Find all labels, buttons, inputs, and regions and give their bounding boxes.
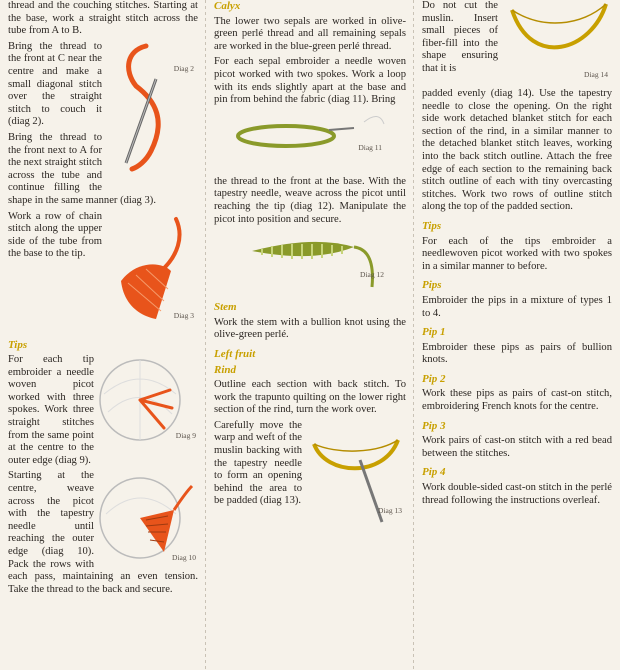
paragraph: Carefully move the warp and weft of the muslin backing with the tapestry needle to form an opening behind the area to be padded (diag 13).	[214, 419, 302, 507]
section-subheading: Pip 2	[422, 372, 446, 385]
diag14-illustration	[502, 0, 612, 70]
paragraph: Work pairs of cast-on stitch with a red bead between the stitches.	[422, 435, 612, 459]
diagram-14	[502, 0, 612, 86]
diag2-caption: Diag 2	[173, 63, 194, 73]
diag11-caption: Diag 11	[358, 142, 382, 152]
paragraph: Bring the thread to the front at C near the centre and make a small diagonal stitch over the straight stitch to couch it (diag 2).	[8, 40, 102, 128]
paragraph: Starting at the centre, weave across the picot with the tapestry needle until reaching the outer edge (diag 10). Pack the rows with each pass, maintaining an even tension. Take the thread to the back and secure.	[8, 470, 198, 595]
paragraph: Work these pips as pairs of cast-on stitch, embroidering French knots for the centre.	[422, 388, 612, 413]
diagram-3	[106, 211, 198, 331]
paragraph: The lower two sepals are worked in olive-green perlé thread and all remaining sepals are worked in the blue-green perlé thread.	[214, 15, 406, 52]
paragraph: Embroider these pips as pairs of bullion knots.	[422, 341, 612, 366]
section-heading: Stem	[214, 301, 237, 314]
section-heading: Pips	[422, 279, 442, 292]
column-divider	[413, 0, 414, 670]
column-middle	[208, 0, 412, 670]
paragraph: Work the stem with a bullion knot using the olive-green perlé.	[214, 316, 406, 341]
section-heading: Calyx	[214, 0, 241, 12]
diagram-10	[98, 470, 198, 566]
diag9-caption: Diag 9	[175, 430, 196, 440]
diagram-2	[106, 41, 198, 181]
section-subheading: Pip 3	[422, 419, 446, 432]
column-divider	[205, 0, 206, 670]
diag10-caption: Diag 10	[172, 552, 196, 562]
section-heading: Tips	[422, 219, 442, 232]
paragraph: the thread to the front at the base. With the tapestry needle, weave across the picot until reaching the tip (diag 12). Manipulate the picot into position and secure.	[214, 175, 406, 225]
paragraph: Work double-sided cast-on stitch in the perlé thread following the instructions overleaf.	[422, 482, 612, 506]
diagram-12	[214, 229, 406, 295]
diagram-11	[214, 110, 406, 176]
diag3-caption: Diag 3	[173, 310, 194, 320]
diag12-illustration	[214, 229, 404, 291]
diag14-caption: Diag 14	[584, 70, 608, 80]
paragraph: padded evenly (diag 14). Use the tapestry needle to close the opening. On the right side work detached blanket stitch for each section of the rind, in a similar manner to the detached blanket stitch leaves, working into the back stitch outline. Attach the free edge of each section to the remaining back stitch outline of each with tiny overcasting stitches. Work two rows of outline stitch along the top of the padded section.	[422, 88, 612, 213]
section-subheading: Pip 1	[422, 326, 446, 339]
paragraph: Do not cut the muslin. Insert small pieces of fiber-fill into the shape ensuring that it is	[422, 0, 498, 74]
paragraph: Work a row of chain stitch along the upper side of the tube from the base to the tip.	[8, 210, 102, 260]
paragraph: thread and the couching stitches. Starting at the base, work a straight stitch across the tube from A to B.	[8, 0, 198, 37]
diagram-9	[98, 354, 198, 446]
paragraph: For each sepal embroider a needle woven picot worked with two spokes. Work a loop with its ends slightly apart at the base and pin from behind the fabric (diag 11). Bring	[214, 56, 406, 106]
diagram-13	[306, 420, 406, 530]
paragraph: Bring the thread to the front next to A for the next straight stitch across the tube and continue filling the shape in the same manner (diag 3).	[8, 131, 156, 206]
column-right	[416, 0, 618, 670]
diag13-caption: Diag 13	[378, 506, 402, 516]
section-subheading: Pip 4	[422, 466, 446, 479]
paragraph: Embroider the pips in a mixture of types 1 to 4.	[422, 294, 612, 319]
diag11-illustration	[214, 110, 404, 166]
paragraph: Outline each section with back stitch. To work the trapunto quilting on the lower right section of the rind, turn the work over.	[214, 379, 406, 416]
section-subheading: Rind	[214, 363, 237, 376]
section-heading: Tips	[8, 338, 28, 351]
diag12-caption: Diag 12	[360, 270, 384, 280]
section-heading: Left fruit	[214, 347, 256, 360]
paragraph: For each of the tips embroider a needlewoven picot worked with two spokes in a similar manner to before.	[422, 235, 612, 272]
column-left	[2, 0, 204, 670]
paragraph: For each tip embroider a needle woven picot worked with three spokes. Work three straight stitches from the same point at the centre to the outer edge (diag 9).	[8, 354, 94, 466]
diag2-illustration	[106, 41, 198, 181]
